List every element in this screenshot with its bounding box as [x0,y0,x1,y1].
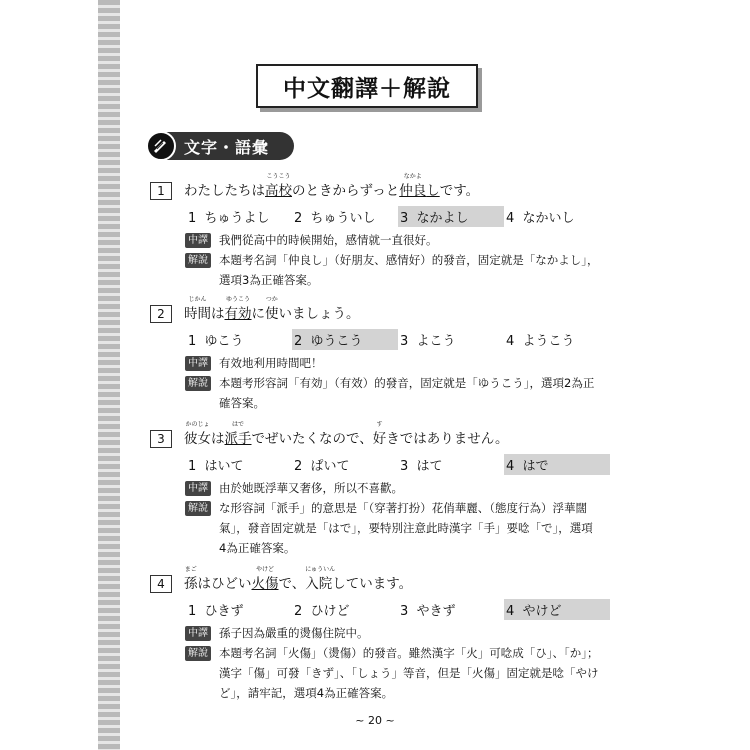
furigana: はで [231,421,244,428]
option: 2 ひけど [294,603,350,619]
correct-option: 4 やけど [504,599,610,620]
question-3 [150,418,610,558]
explanation-text: 本題考名詞「仲良し」（好朋友、感情好）的發音，固定就是「なかよし」，選項3為正確答案。 [219,253,599,287]
option: 3 やきず [400,603,456,619]
question-4 [150,563,610,703]
page-title: 中文翻譯＋解說 [256,64,478,108]
furigana: まご [184,566,197,573]
ruby-word: じかん 時間 [184,296,211,322]
translation-tag: 中譯 [185,233,211,248]
translation-text: 有效地利用時間吧！ [219,356,323,370]
explanation-tag: 解說 [185,501,211,516]
sentence-text: でぜいたくなので、 [251,431,373,447]
translation-row [185,623,610,643]
furigana: じかん [188,296,207,303]
ruby-word: す 好 [372,421,387,447]
ruby-word: にゅういん 入院 [305,566,336,592]
explanation-text: な形容詞「派手」的意思是「（穿著打扮）花俏華麗、（態度行為）浮華闊氣」，發音固定就是「はで」，要特別注意此時漢字「手」要唸「で」，選項4為正確答案。 [219,501,593,555]
sentence-text: はひどい [197,576,252,592]
question-sentence [184,296,360,323]
explanation-row [185,643,610,703]
translation-tag: 中譯 [185,626,211,641]
correct-option: 3 なかよし [398,206,504,227]
options-row [186,454,610,474]
section-header [148,132,294,160]
sentence-text: しています。 [332,576,413,592]
options-row [186,329,610,349]
translation-row [185,230,610,250]
translation-text: 我們從高中的時候開始，感情就一直很好。 [219,233,438,247]
question-2 [150,293,610,413]
translation-row [185,353,610,373]
sentence-text: です。 [439,183,480,199]
ruby-word: こうこう 高校 [265,173,292,199]
translation-tag: 中譯 [185,356,211,371]
sentence-text: のときからずっと [292,183,400,199]
question-line [150,563,610,593]
page-edge-stripe [98,0,120,750]
sentence-text: し [426,183,440,199]
furigana: す [376,421,383,428]
question-sentence [184,566,413,593]
sentence-text: わたしたちは [184,183,265,199]
ruby-word: はで 派手 [224,421,252,447]
sentence-text: きではありません。 [386,431,509,447]
sentence-text: で、 [278,576,306,592]
options-row [186,206,610,226]
furigana: にゅういん [305,566,336,573]
sentence-text: は [211,306,225,322]
explanation-row [185,250,610,290]
option: 1 ひきず [188,603,244,619]
explanation-text: 本題考名詞「火傷」（燙傷）的發音。雖然漢字「火」可唸成「ひ」、「か」；漢字「傷」可發「きず」、「しょう」等音，但是「火傷」固定就是唸「やけど」，請牢記，選項4為正確答案。 [219,646,599,700]
section-label: 文字・語彙 [184,137,270,157]
option: 4 ようこう [506,333,575,349]
explanation-row [185,373,610,413]
explanation-tag: 解說 [185,253,211,268]
option: 3 はて [400,458,443,474]
option: 2 ちゅういし [294,210,376,226]
sentence-text: いましょう。 [278,306,360,322]
ruby-word: なかよ 仲良 [399,173,427,199]
ruby-word: まご 孫 [184,566,198,592]
sentence-text: に [251,306,265,322]
explanation-text: 本題考形容詞「有効」（有效）的發音，固定就是「ゆうこう」，選項2為正確答案。 [219,376,595,410]
explanation-row [185,498,610,558]
explanation-tag: 解說 [185,376,211,391]
furigana: やけど [255,566,274,573]
page-number: ~ 20 ~ [355,714,395,727]
ruby-word: かのじょ 彼女 [184,421,211,447]
furigana: かのじょ [185,421,210,428]
question-number: 1 [150,182,172,200]
translation-text: 孫子因為嚴重的燙傷住院中。 [219,626,369,640]
question-number: 3 [150,430,172,448]
option: 1 ちゅうよし [188,210,270,226]
correct-option: 2 ゆうこう [292,329,398,350]
correct-option: 4 はで [504,454,610,475]
option: 4 なかいし [506,210,575,226]
question-line [150,170,610,200]
options-row [186,599,610,619]
ruby-word: ゆうこう 有効 [224,296,252,322]
translation-row [185,478,610,498]
option: 3 よこう [400,333,456,349]
option: 2 ぱいて [294,458,350,474]
question-line [150,418,610,448]
question-number: 2 [150,305,172,323]
furigana: なかよ [403,173,422,180]
question-line [150,293,610,323]
sentence-text: は [211,431,225,447]
option: 1 ゆこう [188,333,244,349]
translation-tag: 中譯 [185,481,211,496]
question-sentence [184,173,480,200]
pen-icon [146,131,176,161]
furigana: つか [265,296,278,303]
option: 1 はいて [188,458,244,474]
question-1 [150,170,610,290]
furigana: こうこう [266,173,291,180]
ruby-word: つか 使 [265,296,279,322]
ruby-word: やけど 火傷 [251,566,279,592]
question-number: 4 [150,575,172,593]
question-sentence [184,421,509,448]
furigana: ゆうこう [225,296,250,303]
explanation-tag: 解說 [185,646,211,661]
translation-text: 由於她既浮華又奢侈，所以不喜歡。 [219,481,403,495]
